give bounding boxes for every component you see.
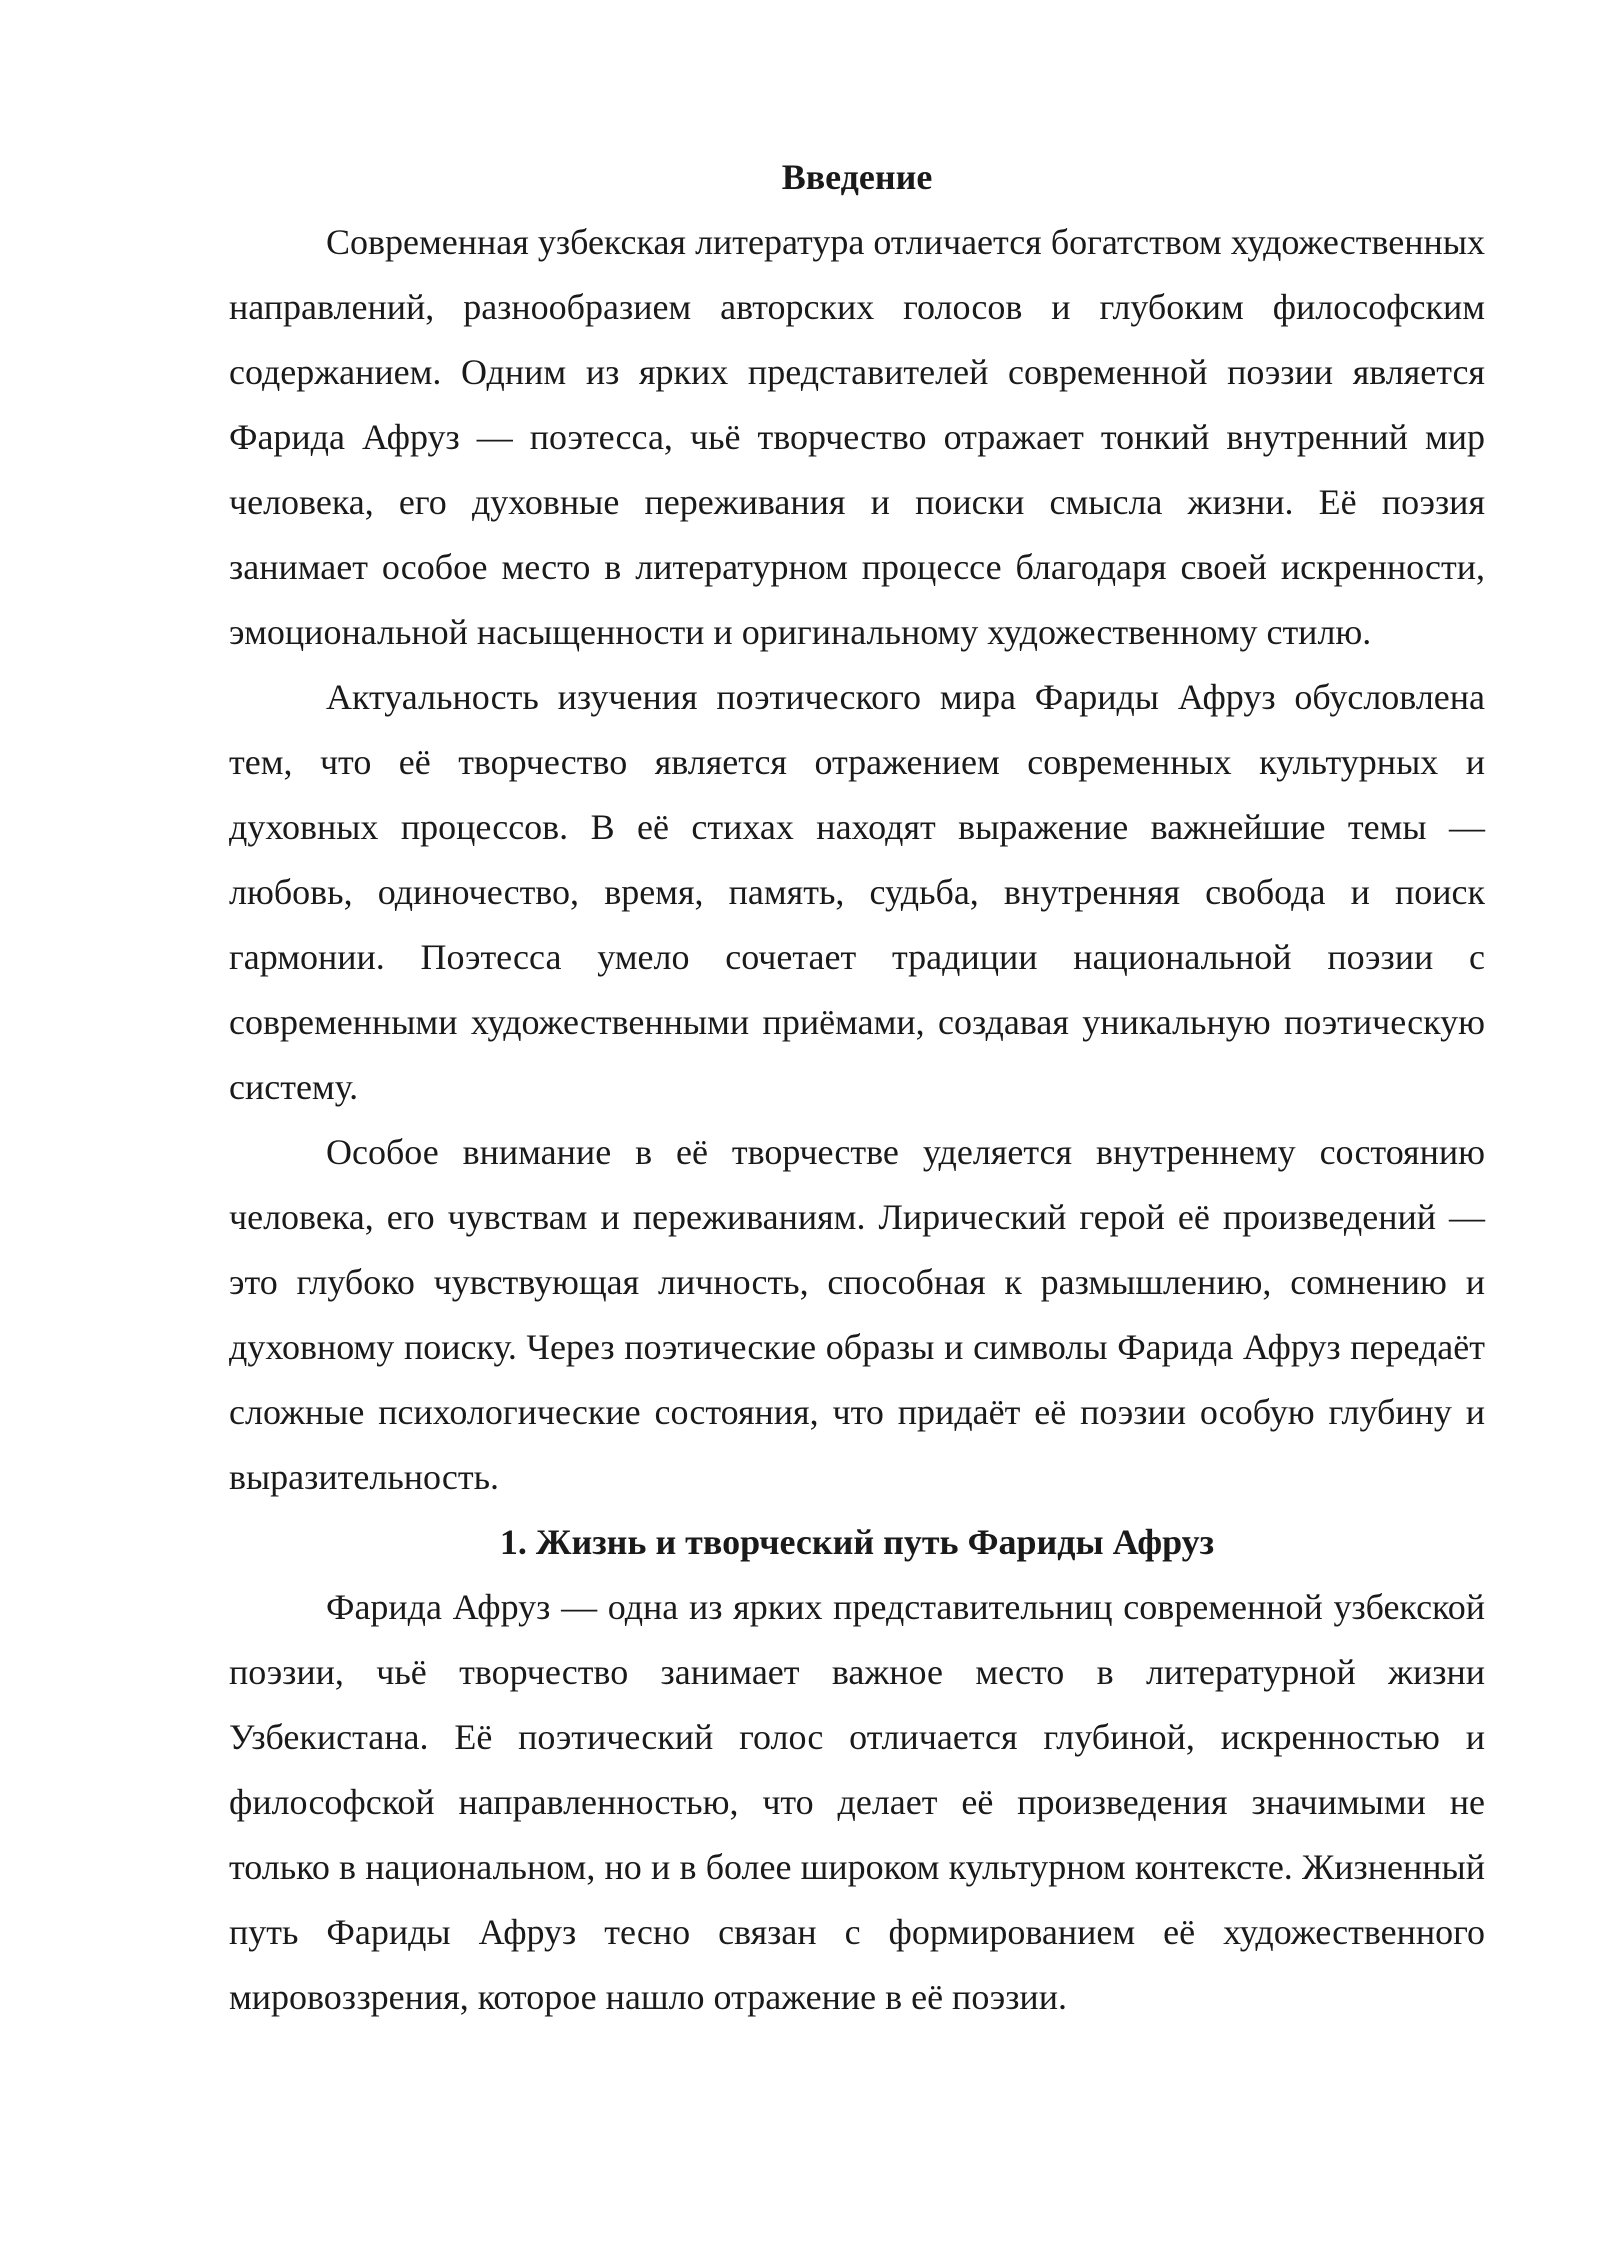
intro-paragraph-1: Современная узбекская литература отличается богатством художественных направлений, разнообразием авторских голосов и глубоким философским содержанием. Одним из ярких представителей современной поэзии является Фарида Афруз — поэтесса, чьё творчество отражает тонкий внутренний мир человека, его духовные переживания и поиски смысла жизни. Её поэзия занимает особое место в литературном процессе благодаря своей искренности, эмоциональной насыщенности и оригинальному художественному стилю. <box>229 222 1485 652</box>
section-1-heading: 1. Жизнь и творческий путь Фариды Афруз <box>499 1522 1215 1562</box>
intro-paragraph-2: Актуальность изучения поэтического мира Фариды Афруз обусловлена тем, что её творчество является отражением современных культурных и духовных процессов. В её стихах находят выражение важнейшие темы — любовь, одиночество, время, память, судьба, внутренняя свобода и поиск гармонии. Поэтесса умело сочетает традиции национальной поэзии с современными художественными приёмами, создавая уникальную поэтическую систему. <box>229 677 1485 1107</box>
intro-paragraph-3: Особое внимание в её творчестве уделяется внутреннему состоянию человека, его чувствам и переживаниям. Лирический герой её произведений — это глубоко чувствующая личность, способная к размышлению, сомнению и духовному поиску. Через поэтические образы и символы Фарида Афруз передаёт сложные психологические состояния, что придаёт её поэзии особую глубину и выразительность. <box>229 1132 1485 1497</box>
intro-heading: Введение <box>781 157 933 197</box>
document-body <box>229 145 1485 2030</box>
section-1-paragraph-1: Фарида Афруз — одна из ярких представительниц современной узбекской поэзии, чьё творчество занимает важное место в литературной жизни Узбекистана. Её поэтический голос отличается глубиной, искренностью и философской направленностью, что делает её произведения значимыми не только в национальном, но и в более широком культурном контексте. Жизненный путь Фариды Афруз тесно связан с формированием её художественного мировоззрения, которое нашло отражение в её поэзии. <box>229 1587 1485 2017</box>
